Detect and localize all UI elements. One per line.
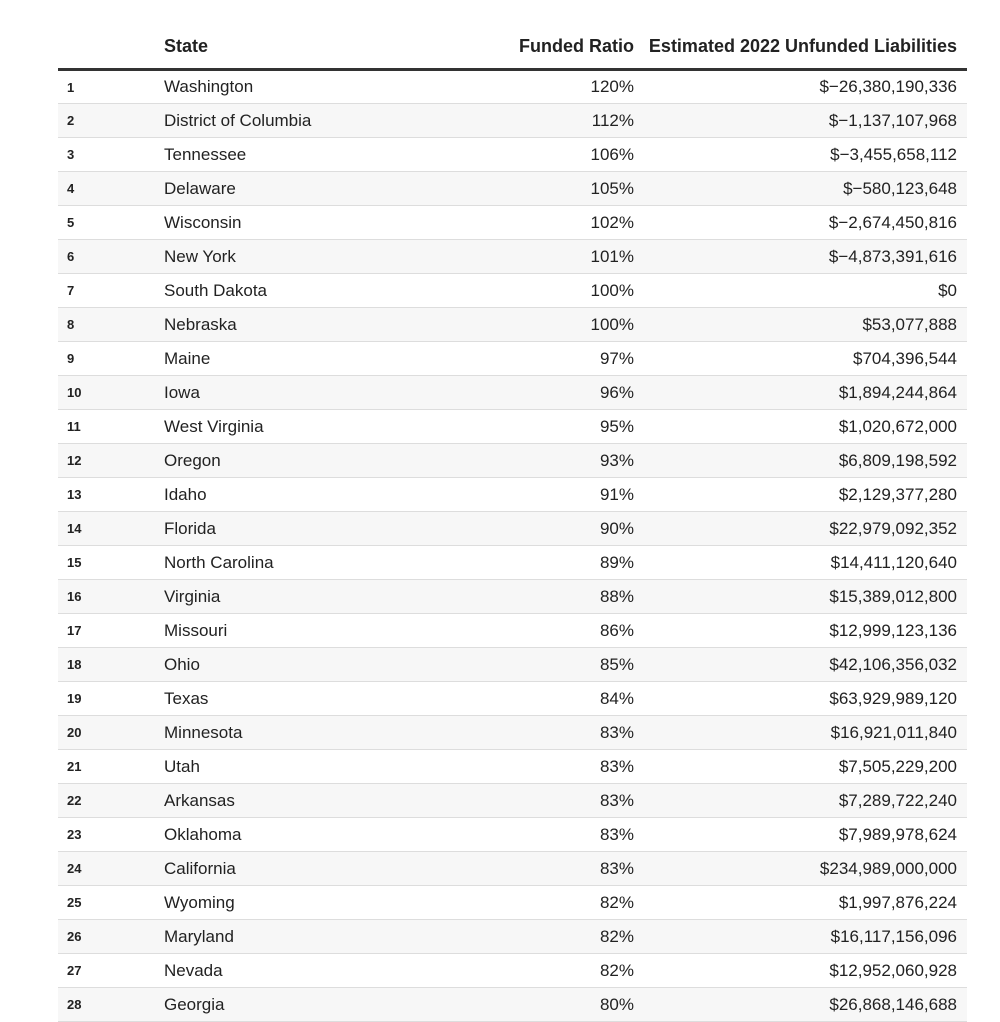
cell-funded-ratio: 93% bbox=[462, 444, 636, 478]
cell-state: Iowa bbox=[162, 376, 462, 410]
table-row bbox=[58, 138, 967, 172]
cell-unfunded-liabilities: $−580,123,648 bbox=[636, 172, 967, 206]
cell-rank: 3 bbox=[58, 138, 162, 172]
cell-unfunded-liabilities: $0 bbox=[636, 274, 967, 308]
table-body bbox=[58, 70, 967, 1022]
table-row bbox=[58, 240, 967, 274]
header-state: State bbox=[162, 0, 462, 70]
table-row bbox=[58, 614, 967, 648]
cell-funded-ratio: 85% bbox=[462, 648, 636, 682]
table-row bbox=[58, 716, 967, 750]
cell-funded-ratio: 83% bbox=[462, 852, 636, 886]
cell-funded-ratio: 89% bbox=[462, 546, 636, 580]
cell-funded-ratio: 80% bbox=[462, 988, 636, 1022]
cell-unfunded-liabilities: $1,020,672,000 bbox=[636, 410, 967, 444]
table-row bbox=[58, 478, 967, 512]
cell-rank: 2 bbox=[58, 104, 162, 138]
cell-state: Oregon bbox=[162, 444, 462, 478]
cell-state: South Dakota bbox=[162, 274, 462, 308]
cell-state: Arkansas bbox=[162, 784, 462, 818]
cell-rank: 9 bbox=[58, 342, 162, 376]
cell-state: Wisconsin bbox=[162, 206, 462, 240]
cell-rank: 26 bbox=[58, 920, 162, 954]
table-row bbox=[58, 852, 967, 886]
cell-rank: 14 bbox=[58, 512, 162, 546]
cell-rank: 21 bbox=[58, 750, 162, 784]
cell-state: Georgia bbox=[162, 988, 462, 1022]
table-row bbox=[58, 376, 967, 410]
cell-funded-ratio: 90% bbox=[462, 512, 636, 546]
cell-unfunded-liabilities: $7,505,229,200 bbox=[636, 750, 967, 784]
cell-unfunded-liabilities: $22,979,092,352 bbox=[636, 512, 967, 546]
table-row bbox=[58, 342, 967, 376]
table-row bbox=[58, 308, 967, 342]
cell-funded-ratio: 100% bbox=[462, 308, 636, 342]
cell-rank: 12 bbox=[58, 444, 162, 478]
cell-unfunded-liabilities: $6,809,198,592 bbox=[636, 444, 967, 478]
cell-state: Delaware bbox=[162, 172, 462, 206]
cell-funded-ratio: 100% bbox=[462, 274, 636, 308]
table-row bbox=[58, 70, 967, 104]
cell-funded-ratio: 83% bbox=[462, 716, 636, 750]
cell-funded-ratio: 84% bbox=[462, 682, 636, 716]
cell-unfunded-liabilities: $704,396,544 bbox=[636, 342, 967, 376]
cell-funded-ratio: 120% bbox=[462, 70, 636, 104]
table-row bbox=[58, 104, 967, 138]
cell-rank: 7 bbox=[58, 274, 162, 308]
cell-rank: 10 bbox=[58, 376, 162, 410]
table-row bbox=[58, 172, 967, 206]
table-row bbox=[58, 410, 967, 444]
table-row bbox=[58, 784, 967, 818]
table-row bbox=[58, 512, 967, 546]
cell-unfunded-liabilities: $16,117,156,096 bbox=[636, 920, 967, 954]
cell-rank: 28 bbox=[58, 988, 162, 1022]
cell-rank: 19 bbox=[58, 682, 162, 716]
cell-state: California bbox=[162, 852, 462, 886]
table-row bbox=[58, 920, 967, 954]
cell-rank: 1 bbox=[58, 70, 162, 104]
cell-funded-ratio: 83% bbox=[462, 818, 636, 852]
cell-state: Washington bbox=[162, 70, 462, 104]
cell-state: Virginia bbox=[162, 580, 462, 614]
cell-rank: 15 bbox=[58, 546, 162, 580]
table-row bbox=[58, 546, 967, 580]
cell-funded-ratio: 97% bbox=[462, 342, 636, 376]
cell-rank: 4 bbox=[58, 172, 162, 206]
cell-state: District of Columbia bbox=[162, 104, 462, 138]
cell-funded-ratio: 105% bbox=[462, 172, 636, 206]
cell-rank: 23 bbox=[58, 818, 162, 852]
cell-state: Nevada bbox=[162, 954, 462, 988]
header-unfunded-liabilities: Estimated 2022 Unfunded Liabilities bbox=[636, 0, 967, 70]
cell-state: Minnesota bbox=[162, 716, 462, 750]
cell-unfunded-liabilities: $14,411,120,640 bbox=[636, 546, 967, 580]
cell-state: Missouri bbox=[162, 614, 462, 648]
cell-rank: 6 bbox=[58, 240, 162, 274]
cell-state: Idaho bbox=[162, 478, 462, 512]
header-rank bbox=[58, 0, 162, 70]
table-row bbox=[58, 648, 967, 682]
cell-state: North Carolina bbox=[162, 546, 462, 580]
cell-state: Wyoming bbox=[162, 886, 462, 920]
cell-state: Nebraska bbox=[162, 308, 462, 342]
cell-rank: 20 bbox=[58, 716, 162, 750]
cell-funded-ratio: 101% bbox=[462, 240, 636, 274]
cell-unfunded-liabilities: $−2,674,450,816 bbox=[636, 206, 967, 240]
cell-unfunded-liabilities: $16,921,011,840 bbox=[636, 716, 967, 750]
cell-unfunded-liabilities: $234,989,000,000 bbox=[636, 852, 967, 886]
cell-funded-ratio: 91% bbox=[462, 478, 636, 512]
cell-state: Ohio bbox=[162, 648, 462, 682]
cell-state: New York bbox=[162, 240, 462, 274]
cell-funded-ratio: 112% bbox=[462, 104, 636, 138]
cell-rank: 16 bbox=[58, 580, 162, 614]
cell-state: West Virginia bbox=[162, 410, 462, 444]
table-row bbox=[58, 444, 967, 478]
cell-unfunded-liabilities: $42,106,356,032 bbox=[636, 648, 967, 682]
cell-state: Oklahoma bbox=[162, 818, 462, 852]
cell-rank: 27 bbox=[58, 954, 162, 988]
cell-rank: 22 bbox=[58, 784, 162, 818]
cell-state: Maryland bbox=[162, 920, 462, 954]
cell-funded-ratio: 106% bbox=[462, 138, 636, 172]
cell-state: Texas bbox=[162, 682, 462, 716]
table-row bbox=[58, 818, 967, 852]
cell-unfunded-liabilities: $−3,455,658,112 bbox=[636, 138, 967, 172]
cell-unfunded-liabilities: $63,929,989,120 bbox=[636, 682, 967, 716]
cell-funded-ratio: 82% bbox=[462, 886, 636, 920]
cell-unfunded-liabilities: $26,868,146,688 bbox=[636, 988, 967, 1022]
table-header bbox=[58, 0, 967, 70]
funded-ratio-table-container bbox=[58, 0, 967, 1022]
cell-unfunded-liabilities: $2,129,377,280 bbox=[636, 478, 967, 512]
header-funded-ratio: Funded Ratio bbox=[462, 0, 636, 70]
cell-state: Utah bbox=[162, 750, 462, 784]
cell-unfunded-liabilities: $12,999,123,136 bbox=[636, 614, 967, 648]
cell-rank: 13 bbox=[58, 478, 162, 512]
table-row bbox=[58, 682, 967, 716]
cell-unfunded-liabilities: $15,389,012,800 bbox=[636, 580, 967, 614]
table-row bbox=[58, 580, 967, 614]
cell-state: Maine bbox=[162, 342, 462, 376]
cell-rank: 25 bbox=[58, 886, 162, 920]
cell-rank: 11 bbox=[58, 410, 162, 444]
cell-state: Florida bbox=[162, 512, 462, 546]
cell-rank: 18 bbox=[58, 648, 162, 682]
cell-funded-ratio: 96% bbox=[462, 376, 636, 410]
cell-unfunded-liabilities: $7,289,722,240 bbox=[636, 784, 967, 818]
cell-funded-ratio: 82% bbox=[462, 954, 636, 988]
cell-funded-ratio: 83% bbox=[462, 750, 636, 784]
cell-rank: 5 bbox=[58, 206, 162, 240]
cell-unfunded-liabilities: $53,077,888 bbox=[636, 308, 967, 342]
cell-funded-ratio: 86% bbox=[462, 614, 636, 648]
table-row bbox=[58, 274, 967, 308]
funded-ratio-table bbox=[58, 0, 967, 1022]
cell-unfunded-liabilities: $1,997,876,224 bbox=[636, 886, 967, 920]
cell-unfunded-liabilities: $1,894,244,864 bbox=[636, 376, 967, 410]
cell-funded-ratio: 82% bbox=[462, 920, 636, 954]
cell-funded-ratio: 95% bbox=[462, 410, 636, 444]
cell-rank: 17 bbox=[58, 614, 162, 648]
cell-funded-ratio: 88% bbox=[462, 580, 636, 614]
cell-unfunded-liabilities: $−4,873,391,616 bbox=[636, 240, 967, 274]
cell-funded-ratio: 102% bbox=[462, 206, 636, 240]
header-row bbox=[58, 0, 967, 70]
cell-rank: 24 bbox=[58, 852, 162, 886]
cell-unfunded-liabilities: $−26,380,190,336 bbox=[636, 70, 967, 104]
table-row bbox=[58, 988, 967, 1022]
table-row bbox=[58, 886, 967, 920]
table-row bbox=[58, 206, 967, 240]
table-row bbox=[58, 750, 967, 784]
cell-rank: 8 bbox=[58, 308, 162, 342]
cell-unfunded-liabilities: $7,989,978,624 bbox=[636, 818, 967, 852]
table-row bbox=[58, 954, 967, 988]
cell-funded-ratio: 83% bbox=[462, 784, 636, 818]
cell-unfunded-liabilities: $12,952,060,928 bbox=[636, 954, 967, 988]
cell-unfunded-liabilities: $−1,137,107,968 bbox=[636, 104, 967, 138]
cell-state: Tennessee bbox=[162, 138, 462, 172]
